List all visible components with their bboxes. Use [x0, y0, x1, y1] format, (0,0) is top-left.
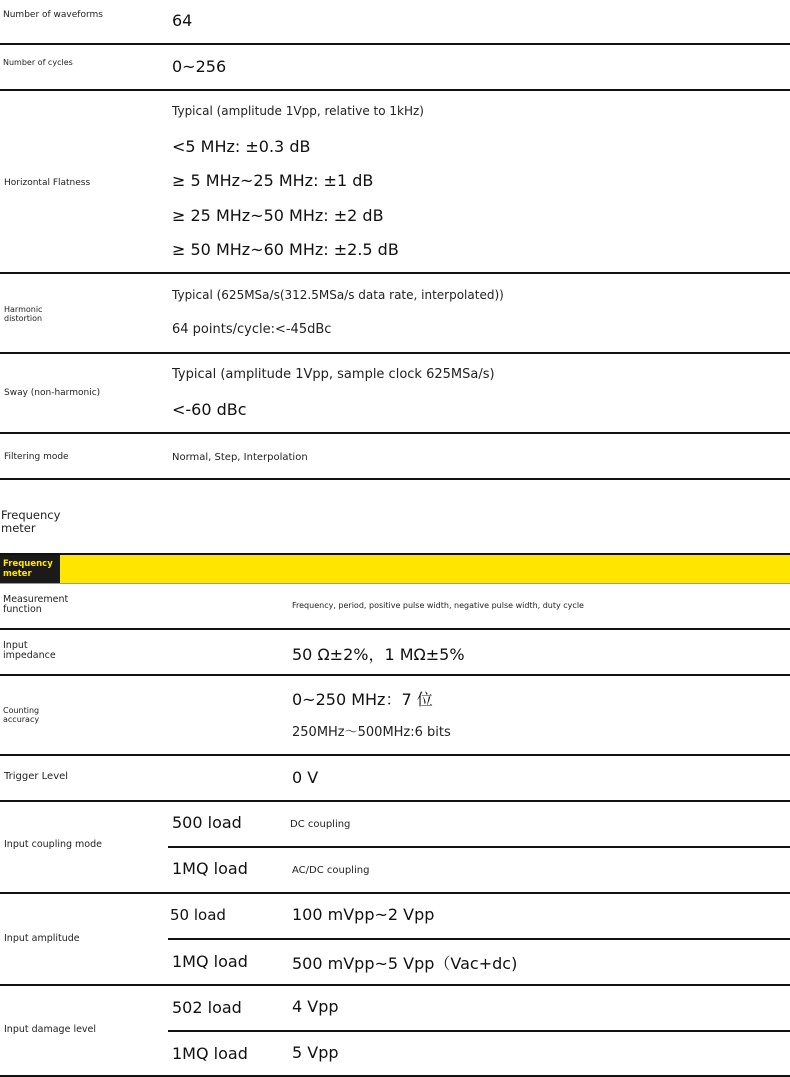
- harmonic-note: Typical (625MSa/s(312.5MSa/s data rate, interpolated)): [172, 288, 504, 302]
- coupling-label: Input coupling mode: [4, 839, 102, 850]
- divider: [0, 553, 790, 555]
- coupling-load: 500 load: [172, 813, 242, 832]
- damage-load: 502 load: [172, 998, 242, 1017]
- divider: [0, 432, 790, 434]
- filtering-value: Normal, Step, Interpolation: [172, 452, 308, 463]
- amplitude-load: 50 load: [170, 906, 226, 924]
- coupling-value: AC/DC coupling: [292, 865, 370, 876]
- damage-value: 4 Vpp: [292, 997, 339, 1016]
- trigger-label: Trigger Level: [4, 771, 69, 782]
- accuracy-line1: 0~250 MHz：7 位: [292, 690, 433, 709]
- accuracy-label: Counting accuracy: [3, 706, 40, 724]
- harmonic-label: Harmonic distortion: [4, 305, 43, 323]
- section-tag: [0, 555, 60, 583]
- divider: [0, 89, 790, 91]
- divider: [0, 583, 790, 584]
- divider: [0, 478, 790, 480]
- amplitude-value: 100 mVpp~2 Vpp: [292, 905, 435, 924]
- divider: [168, 1030, 790, 1032]
- divider: [0, 800, 790, 802]
- section-header-bar: [0, 555, 790, 583]
- damage-load: 1MQ load: [172, 1044, 248, 1063]
- divider: [0, 628, 790, 630]
- impedance-value: 50 Ω±2%，1 MΩ±5%: [292, 645, 465, 664]
- amplitude-load: 1MQ load: [172, 952, 248, 971]
- divider: [168, 938, 790, 940]
- divider: [0, 674, 790, 676]
- flatness-line: ≥ 50 MHz~60 MHz: ±2.5 dB: [172, 240, 399, 259]
- divider: [0, 272, 790, 274]
- section-heading: Frequency meter: [1, 508, 61, 535]
- flatness-line: ≥ 25 MHz~50 MHz: ±2 dB: [172, 206, 384, 225]
- flatness-line: ≥ 5 MHz~25 MHz: ±1 dB: [172, 171, 374, 190]
- trigger-value: 0 V: [292, 768, 319, 787]
- measurement-value: Frequency, period, positive pulse width, negative pulse width, duty cycle: [292, 601, 584, 610]
- divider: [0, 984, 790, 986]
- waveforms-label: Number of waveforms: [3, 10, 103, 20]
- amplitude-value: 500 mVpp~5 Vpp（Vac+dc): [292, 954, 518, 973]
- flatness-line: <5 MHz: ±0.3 dB: [172, 137, 311, 156]
- section-tag-text: Frequency meter: [3, 559, 53, 579]
- damage-value: 5 Vpp: [292, 1043, 339, 1062]
- divider: [0, 352, 790, 354]
- cycles-label: Number of cycles: [3, 58, 73, 67]
- cycles-value: 0~256: [172, 57, 227, 76]
- coupling-value: DC coupling: [290, 819, 351, 830]
- divider: [0, 892, 790, 894]
- impedance-label: Input impedance: [3, 640, 56, 661]
- damage-label: Input damage level: [4, 1024, 97, 1035]
- amplitude-label: Input amplitude: [4, 933, 80, 944]
- waveforms-value: 64: [172, 11, 193, 30]
- harmonic-value: 64 points/cycle:<-45dBc: [172, 322, 332, 337]
- filtering-label: Filtering mode: [4, 452, 69, 462]
- measurement-label: Measurement function: [3, 594, 69, 615]
- divider: [0, 43, 790, 45]
- divider: [168, 846, 790, 848]
- coupling-load: 1MQ load: [172, 859, 248, 878]
- divider: [0, 754, 790, 756]
- accuracy-line2: 250MHz～500MHz:6 bits: [292, 725, 451, 740]
- flatness-label: Horizontal Flatness: [4, 178, 91, 188]
- flatness-note: Typical (amplitude 1Vpp, relative to 1kHz): [172, 104, 424, 118]
- sway-label: Sway (non-harmonic): [4, 388, 101, 398]
- sway-value: <-60 dBc: [172, 400, 247, 419]
- sway-note: Typical (amplitude 1Vpp, sample clock 625MSa/s): [172, 367, 495, 382]
